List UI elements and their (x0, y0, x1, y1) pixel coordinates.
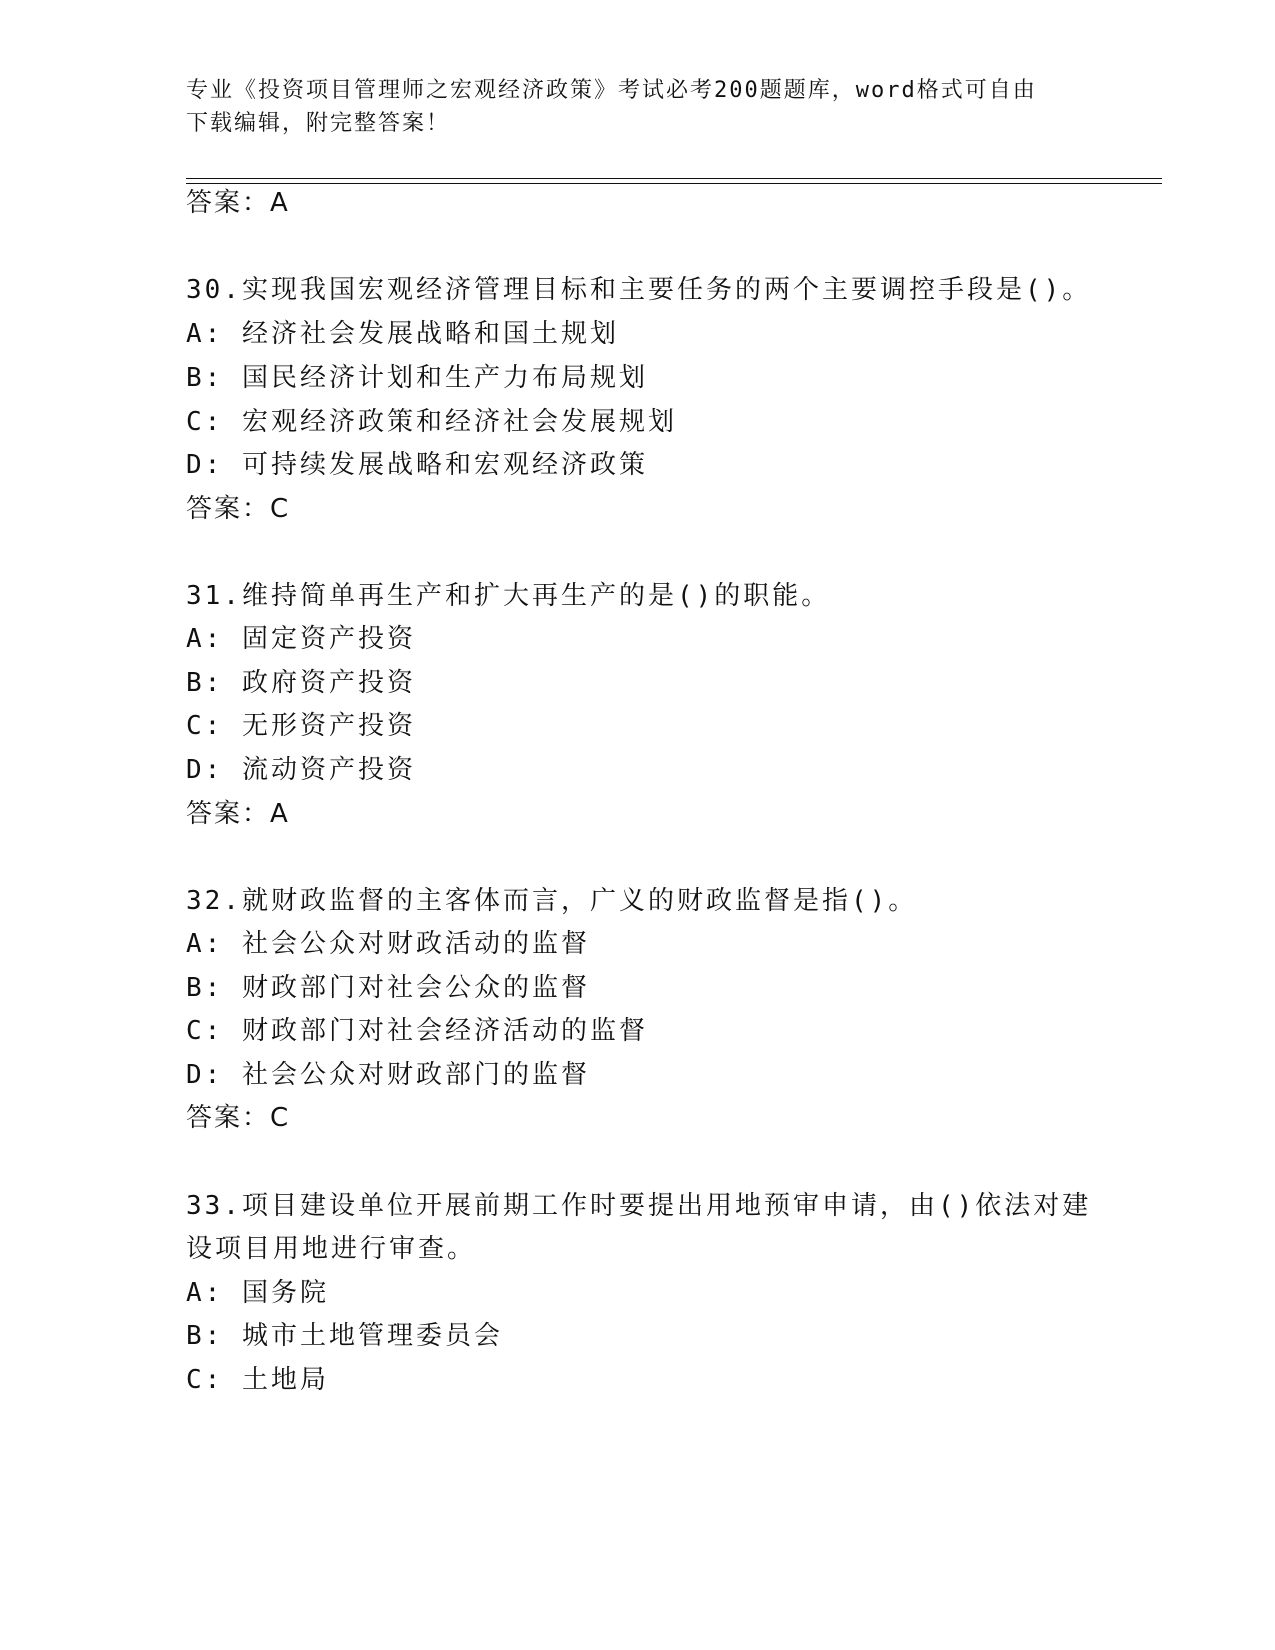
option-key: C: (186, 407, 224, 437)
question-number: 33. (186, 1191, 242, 1221)
option-text: 流动资产投资 (241, 755, 416, 785)
question-number: 31. (186, 581, 242, 611)
header-line-2: 下载编辑，附完整答案！ (186, 111, 451, 136)
option-key: B: (186, 668, 224, 698)
header-divider-top (186, 178, 1162, 179)
question-33-option-b (186, 1319, 503, 1353)
option-key: C: (186, 711, 224, 741)
answer-value: C (270, 1103, 291, 1133)
document-header (186, 74, 1086, 140)
question-30-option-a (186, 317, 619, 351)
answer-label: 答案： (186, 799, 271, 829)
question-text: 实现我国宏观经济管理目标和主要任务的两个主要调控手段是()。 (241, 275, 1092, 305)
question-31-answer (186, 797, 290, 831)
option-text: 社会公众对财政部门的监督 (241, 1060, 590, 1090)
option-text: 财政部门对社会经济活动的监督 (241, 1016, 648, 1046)
question-32-option-b (186, 971, 590, 1005)
option-text: 可持续发展战略和宏观经济政策 (241, 450, 648, 480)
question-31-option-a (186, 622, 416, 656)
option-key: B: (186, 973, 224, 1003)
option-key: C: (186, 1016, 224, 1046)
question-33-option-c (186, 1363, 329, 1397)
answer-label: 答案： (186, 188, 271, 218)
option-text: 社会公众对财政活动的监督 (241, 929, 590, 959)
question-32-option-c (186, 1014, 648, 1048)
answer-value: C (270, 494, 291, 524)
option-text: 无形资产投资 (241, 711, 416, 741)
question-30-stem (186, 273, 1091, 307)
answer-value: A (270, 799, 290, 829)
option-text: 政府资产投资 (241, 668, 416, 698)
question-33-stem (186, 1189, 1091, 1223)
question-text: 维持简单再生产和扩大再生产的是()的职能。 (241, 581, 831, 611)
question-31-stem (186, 579, 830, 613)
question-33-stem-continued (186, 1232, 476, 1266)
question-30-option-b (186, 361, 648, 395)
option-text: 宏观经济政策和经济社会发展规划 (241, 407, 677, 437)
option-text: 国民经济计划和生产力布局规划 (241, 363, 648, 393)
option-text: 土地局 (241, 1365, 329, 1395)
question-text: 就财政监督的主客体而言，广义的财政监督是指()。 (241, 886, 918, 916)
question-32-option-a (186, 927, 590, 961)
answer-label: 答案： (186, 1103, 271, 1133)
option-key: A: (186, 1278, 224, 1308)
question-32-stem (186, 884, 917, 918)
question-number: 30. (186, 275, 242, 305)
option-key: C: (186, 1365, 224, 1395)
option-key: B: (186, 363, 224, 393)
option-key: D: (186, 450, 224, 480)
option-key: A: (186, 319, 224, 349)
question-31-option-b (186, 666, 416, 700)
question-33-option-a (186, 1276, 329, 1310)
question-30-answer (186, 492, 290, 526)
question-32-option-d (186, 1058, 590, 1092)
option-text: 财政部门对社会公众的监督 (241, 973, 590, 1003)
question-31-option-d (186, 753, 416, 787)
option-key: B: (186, 1321, 224, 1351)
question-text-line-1: 项目建设单位开展前期工作时要提出用地预审申请，由()依法对建 (241, 1191, 1092, 1221)
question-30-option-c (186, 405, 677, 439)
option-text: 固定资产投资 (241, 624, 416, 654)
option-key: A: (186, 929, 224, 959)
question-text-line-2: 设项目用地进行审查。 (186, 1234, 477, 1264)
option-text: 城市土地管理委员会 (241, 1321, 503, 1351)
question-31-option-c (186, 709, 416, 743)
answer-value: A (270, 188, 290, 218)
option-text: 国务院 (241, 1278, 329, 1308)
header-line-1: 专业《投资项目管理师之宏观经济政策》考试必考200题题库，word格式可自由 (186, 78, 1037, 103)
option-key: D: (186, 755, 224, 785)
header-divider-bottom (186, 183, 1162, 184)
question-32-answer (186, 1101, 290, 1135)
option-text: 经济社会发展战略和国土规划 (241, 319, 619, 349)
option-key: D: (186, 1060, 224, 1090)
question-30-option-d (186, 448, 648, 482)
answer-label: 答案： (186, 494, 271, 524)
option-key: A: (186, 624, 224, 654)
answer-line (186, 186, 290, 220)
question-number: 32. (186, 886, 242, 916)
